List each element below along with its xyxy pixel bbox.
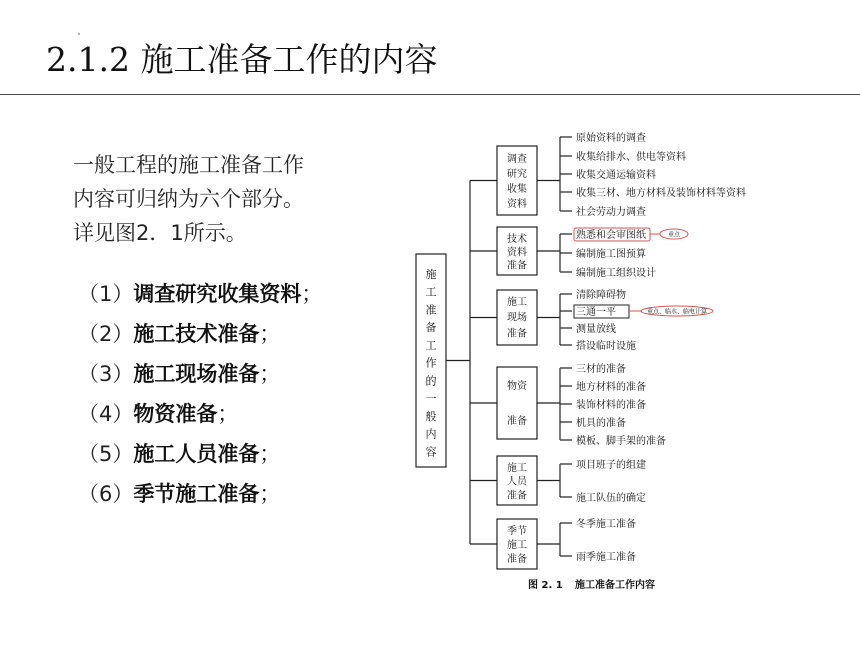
item-label: 地方材料的准备 xyxy=(576,382,646,393)
category-label: 资料 xyxy=(507,199,527,210)
root-char: 准 xyxy=(425,303,437,317)
item-separator: ； xyxy=(259,482,281,506)
item-number: （2） xyxy=(78,322,134,346)
category-label: 研究 xyxy=(507,169,527,180)
category-label: 施工 xyxy=(507,297,527,308)
root-char: 一 xyxy=(425,392,437,406)
item-text: 施工人员准备 xyxy=(133,442,260,466)
intro-paragraph xyxy=(73,148,373,250)
list-item xyxy=(78,354,322,394)
category-box xyxy=(497,367,537,439)
category-label: 物资 xyxy=(507,381,527,392)
category-label: 现场 xyxy=(507,312,527,324)
annotation-label: 重点、临水、临电计算 xyxy=(646,308,708,316)
list-item xyxy=(78,394,322,434)
category-label: 技术 xyxy=(507,234,527,245)
category-label: 施工 xyxy=(507,463,527,474)
preparation-diagram xyxy=(405,125,805,600)
list-item xyxy=(78,274,322,314)
item-number: （5） xyxy=(78,442,134,466)
list-item xyxy=(78,474,322,514)
category-label: 准备 xyxy=(507,490,527,502)
item-label: 熟悉和会审图纸 xyxy=(576,230,646,241)
category-label: 调查 xyxy=(507,154,527,165)
item-label: 三通一平 xyxy=(576,307,616,318)
category-label: 季节 xyxy=(507,526,527,537)
category-label: 资料 xyxy=(507,247,527,259)
item-text: 施工现场准备 xyxy=(133,362,260,386)
item-separator: ； xyxy=(259,362,281,386)
intro-line-1: 一般工程的施工准备工作 xyxy=(73,153,304,177)
item-label: 模板、脚手架的准备 xyxy=(576,436,666,447)
item-label: 编制施工组织设计 xyxy=(576,268,656,279)
root-char: 内 xyxy=(425,427,437,441)
item-label: 清除障碍物 xyxy=(576,290,626,301)
figure-caption-number: 图 2. 1 xyxy=(528,580,563,591)
category-label: 准备 xyxy=(507,260,527,272)
item-label: 项目班子的组建 xyxy=(576,460,646,471)
root-char: 工 xyxy=(425,338,437,352)
item-separator: ； xyxy=(301,282,323,306)
item-label: 社会劳动力调查 xyxy=(576,207,646,218)
item-label: 施工队伍的确定 xyxy=(576,493,646,504)
item-label: 测量放线 xyxy=(576,324,616,335)
root-char: 备 xyxy=(425,321,437,335)
item-label: 收集三材、地方材料及装饰材料等资料 xyxy=(576,188,746,199)
item-text: 季节施工准备 xyxy=(133,482,260,506)
root-char: 容 xyxy=(425,445,437,459)
item-number: （1） xyxy=(78,282,134,306)
root-char: 的 xyxy=(425,374,437,388)
root-char: 施 xyxy=(425,268,437,281)
item-text: 施工技术准备 xyxy=(133,322,260,346)
page-title: 2.1.2 施工准备工作的内容 xyxy=(46,40,438,79)
item-number: （4） xyxy=(78,402,134,426)
category-label: 施工 xyxy=(507,540,527,551)
content-list xyxy=(78,274,322,514)
item-separator: ； xyxy=(259,442,281,466)
item-label: 机具的准备 xyxy=(576,418,626,429)
category-label: 收集 xyxy=(507,184,527,195)
item-separator: ； xyxy=(259,322,281,346)
category-label: 人员 xyxy=(507,476,527,488)
item-label: 收集给排水、供电等资料 xyxy=(576,152,686,163)
title-divider xyxy=(0,94,860,95)
category-label: 准备 xyxy=(507,416,527,427)
item-text: 物资准备 xyxy=(133,402,218,426)
figure-caption-text: 施工准备工作内容 xyxy=(575,580,655,591)
item-text: 调查研究收集资料 xyxy=(133,282,302,306)
annotation-label: 重点 xyxy=(667,231,681,239)
item-label: 冬季施工准备 xyxy=(576,519,636,530)
item-separator: ； xyxy=(217,402,239,426)
root-char: 作 xyxy=(425,356,437,370)
category-label: 准备 xyxy=(507,554,527,565)
item-label: 原始资料的调查 xyxy=(576,133,646,144)
intro-line-3: 详见图2．1所示。 xyxy=(73,221,247,245)
item-label: 装饰材料的准备 xyxy=(576,400,646,411)
item-label: 三材的准备 xyxy=(576,364,626,375)
item-label: 编制施工图预算 xyxy=(576,249,646,260)
item-number: （3） xyxy=(78,362,134,386)
root-char: 工 xyxy=(425,285,437,299)
list-item xyxy=(78,434,322,474)
root-char: 般 xyxy=(425,409,437,423)
item-label: 雨季施工准备 xyxy=(576,552,636,563)
list-item xyxy=(78,314,322,354)
intro-line-2: 内容可归纳为六个部分。 xyxy=(73,187,304,211)
item-label: 收集交通运输资料 xyxy=(576,170,656,181)
item-label: 搭设临时设施 xyxy=(576,341,636,352)
category-label: 准备 xyxy=(507,328,527,340)
item-number: （6） xyxy=(78,482,134,506)
